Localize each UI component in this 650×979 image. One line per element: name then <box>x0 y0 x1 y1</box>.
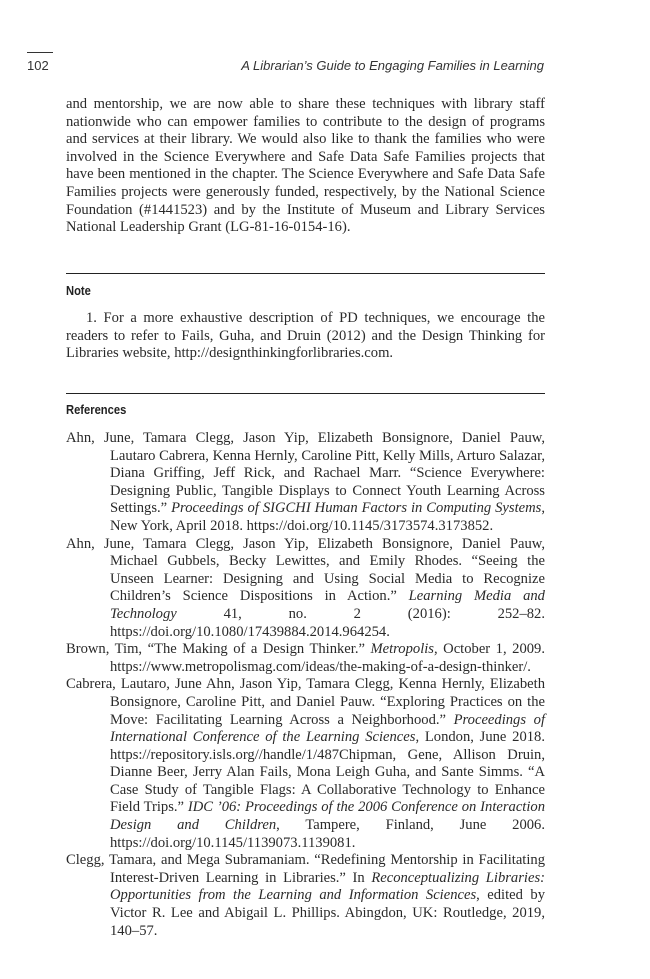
note-text: 1. For a more exhaustive description of PD techniques, we encourage the readers to refer to Fails, Guha, and Druin (2012) and the Design Thinking for Libraries website, http://designthinkingforlibraries.com. <box>66 310 545 362</box>
page-number: 102 <box>27 58 49 73</box>
reference-entry: Cabrera, Lautaro, June Ahn, Jason Yip, Tamara Clegg, Kenna Hernly, Elizabeth Bonsignore, Caroline Pitt, and Daniel Pauw. “Exploring Practices on the Move: Facilitating Learning Across a Neighborhood.” Proceedings of International Conference of the Learning Sciences, London, June 2018. https://repository.isls.org//handle/1/487Chipman, Gene, Allison Druin, Dianne Beer, Jerry Alan Fails, Mona Leigh Guha, and Sante Simms. “A Case Study of Tangible Flags: A Collaborative Technology to Enhance Field Trips.” IDC ’06: Proceedings of the 2006 Conference on Interaction Design and Children, Tampere, Finland, June 2006. https://doi.org/10.1145/1139073.1139081. <box>66 676 546 851</box>
reference-entry: Ahn, June, Tamara Clegg, Jason Yip, Elizabeth Bonsignore, Daniel Pauw, Michael Gubbels, Becky Lewittes, and Emily Rhodes. “Seeing the Unseen Learner: Designing and Using Social Media to Recognize Children’s Science Dispositions in Action.” Learning Media and Technology 41, no. 2 (2016): 252–82. https://doi.org/10.1080/17439884.2014.964254. <box>66 535 545 640</box>
header-rule <box>27 52 53 53</box>
reference-entry: Ahn, June, Tamara Clegg, Jason Yip, Elizabeth Bonsignore, Daniel Pauw, Lautaro Cabrera, Kenna Hernly, Caroline Pitt, Kelly Mills, Arturo Salazar, Diana Griffing, Jeff Rick, and Rachael Marr. “Science Everywhere: Designing Public, Tangible Displays to Connect Youth Learning Across Settings.” Proceedings of SIGCHI Human Factors in Computing Systems, New York, April 2018. https://doi.org/10.1145/3173574.3173852. <box>66 430 545 534</box>
references-heading: References <box>66 402 127 417</box>
paragraph-text: and mentorship, we are now able to share these techniques with library staff nationwide who can empower families to contribute to the design of programs and services at their library. We would also like to thank the families who were involved in the Science Everywhere and Safe Data Safe Families projects that have been mentioned in the chapter. The Science Everywhere and Safe Data Safe Families projects were generously funded, respectively, by the National Science Foundation (#1441523) and by the Institute of Museum and Library Services National Leadership Grant (LG-81-16-0154-16). <box>66 96 545 236</box>
body-paragraph <box>66 96 545 237</box>
reference-entry: Clegg, Tamara, and Mega Subramaniam. “Redefining Mentorship in Facilitating Interest-Driven Learning in Libraries.” In Reconceptualizing Libraries: Opportunities from the Learning and Information Sciences, edited by Victor R. Lee and Abigail L. Phillips. Abingdon, UK: Routledge, 2019, 140–57. <box>66 852 545 939</box>
note-heading: Note <box>66 283 91 298</box>
running-title: A Librarian’s Guide to Engaging Families in Learning <box>241 58 544 73</box>
references-rule <box>66 393 545 394</box>
note-rule <box>66 273 545 274</box>
references-list <box>66 430 545 940</box>
reference-entry: Brown, Tim, “The Making of a Design Thinker.” Metropolis, October 1, 2009. https://www.metropolismag.com/ideas/the-making-of-a-design-thinker/. <box>66 641 545 675</box>
